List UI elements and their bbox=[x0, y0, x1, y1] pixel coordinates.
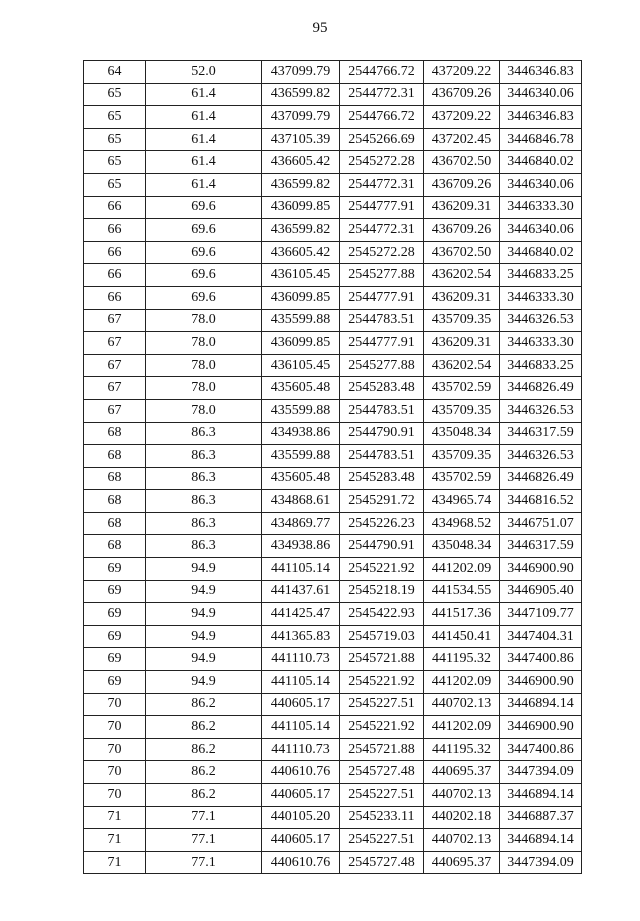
y1-cell: 2544772.31 bbox=[340, 83, 424, 106]
y2-cell: 3446826.49 bbox=[500, 467, 582, 490]
id-cell: 70 bbox=[84, 761, 146, 784]
value-cell: 94.9 bbox=[146, 603, 262, 626]
value-cell: 61.4 bbox=[146, 106, 262, 129]
id-cell: 71 bbox=[84, 851, 146, 874]
x2-cell: 435702.59 bbox=[424, 467, 500, 490]
table-row bbox=[84, 128, 582, 151]
x1-cell: 441110.73 bbox=[262, 648, 340, 671]
id-cell: 65 bbox=[84, 128, 146, 151]
y2-cell: 3446326.53 bbox=[500, 399, 582, 422]
y1-cell: 2545277.88 bbox=[340, 264, 424, 287]
id-cell: 68 bbox=[84, 535, 146, 558]
value-cell: 86.3 bbox=[146, 490, 262, 513]
coordinates-table-container bbox=[83, 60, 582, 874]
id-cell: 69 bbox=[84, 648, 146, 671]
x1-cell: 436605.42 bbox=[262, 241, 340, 264]
y2-cell: 3446346.83 bbox=[500, 106, 582, 129]
y1-cell: 2545283.48 bbox=[340, 377, 424, 400]
value-cell: 77.1 bbox=[146, 851, 262, 874]
table-row bbox=[84, 671, 582, 694]
y1-cell: 2544766.72 bbox=[340, 61, 424, 84]
id-cell: 65 bbox=[84, 151, 146, 174]
value-cell: 78.0 bbox=[146, 354, 262, 377]
y2-cell: 3446894.14 bbox=[500, 784, 582, 807]
y2-cell: 3446333.30 bbox=[500, 332, 582, 355]
x1-cell: 436099.85 bbox=[262, 286, 340, 309]
id-cell: 65 bbox=[84, 83, 146, 106]
id-cell: 69 bbox=[84, 558, 146, 581]
value-cell: 94.9 bbox=[146, 671, 262, 694]
table-row bbox=[84, 196, 582, 219]
y2-cell: 3446846.78 bbox=[500, 128, 582, 151]
table-row bbox=[84, 490, 582, 513]
y1-cell: 2544783.51 bbox=[340, 445, 424, 468]
y1-cell: 2545727.48 bbox=[340, 761, 424, 784]
y2-cell: 3446826.49 bbox=[500, 377, 582, 400]
y2-cell: 3446887.37 bbox=[500, 806, 582, 829]
value-cell: 78.0 bbox=[146, 309, 262, 332]
value-cell: 69.6 bbox=[146, 219, 262, 242]
y2-cell: 3447394.09 bbox=[500, 851, 582, 874]
x1-cell: 436605.42 bbox=[262, 151, 340, 174]
y2-cell: 3446333.30 bbox=[500, 286, 582, 309]
y2-cell: 3447404.31 bbox=[500, 625, 582, 648]
table-row bbox=[84, 738, 582, 761]
id-cell: 71 bbox=[84, 806, 146, 829]
table-row bbox=[84, 512, 582, 535]
x2-cell: 437202.45 bbox=[424, 128, 500, 151]
value-cell: 69.6 bbox=[146, 286, 262, 309]
x2-cell: 441450.41 bbox=[424, 625, 500, 648]
table-row bbox=[84, 422, 582, 445]
id-cell: 67 bbox=[84, 332, 146, 355]
y1-cell: 2544783.51 bbox=[340, 399, 424, 422]
value-cell: 86.2 bbox=[146, 716, 262, 739]
x2-cell: 435709.35 bbox=[424, 399, 500, 422]
x1-cell: 434938.86 bbox=[262, 535, 340, 558]
y1-cell: 2544772.31 bbox=[340, 219, 424, 242]
y1-cell: 2545218.19 bbox=[340, 580, 424, 603]
x1-cell: 437105.39 bbox=[262, 128, 340, 151]
x2-cell: 436702.50 bbox=[424, 241, 500, 264]
y1-cell: 2545283.48 bbox=[340, 467, 424, 490]
table-row bbox=[84, 61, 582, 84]
x2-cell: 441534.55 bbox=[424, 580, 500, 603]
x2-cell: 440202.18 bbox=[424, 806, 500, 829]
y1-cell: 2545721.88 bbox=[340, 738, 424, 761]
x1-cell: 441437.61 bbox=[262, 580, 340, 603]
y1-cell: 2545227.51 bbox=[340, 784, 424, 807]
id-cell: 71 bbox=[84, 829, 146, 852]
x2-cell: 436709.26 bbox=[424, 83, 500, 106]
y1-cell: 2545227.51 bbox=[340, 829, 424, 852]
id-cell: 70 bbox=[84, 784, 146, 807]
x2-cell: 436702.50 bbox=[424, 151, 500, 174]
table-row bbox=[84, 354, 582, 377]
y2-cell: 3446900.90 bbox=[500, 716, 582, 739]
y1-cell: 2545272.28 bbox=[340, 241, 424, 264]
x1-cell: 441105.14 bbox=[262, 671, 340, 694]
x2-cell: 435048.34 bbox=[424, 535, 500, 558]
x1-cell: 436599.82 bbox=[262, 83, 340, 106]
table-row bbox=[84, 761, 582, 784]
id-cell: 66 bbox=[84, 219, 146, 242]
x2-cell: 436209.31 bbox=[424, 332, 500, 355]
value-cell: 86.2 bbox=[146, 738, 262, 761]
x2-cell: 440702.13 bbox=[424, 693, 500, 716]
x2-cell: 436209.31 bbox=[424, 196, 500, 219]
table-row bbox=[84, 784, 582, 807]
table-row bbox=[84, 806, 582, 829]
table-row bbox=[84, 241, 582, 264]
table-row bbox=[84, 264, 582, 287]
x2-cell: 441202.09 bbox=[424, 716, 500, 739]
table-row bbox=[84, 558, 582, 581]
x1-cell: 437099.79 bbox=[262, 106, 340, 129]
y1-cell: 2544790.91 bbox=[340, 535, 424, 558]
y2-cell: 3446840.02 bbox=[500, 151, 582, 174]
x1-cell: 440610.76 bbox=[262, 761, 340, 784]
y1-cell: 2545291.72 bbox=[340, 490, 424, 513]
y1-cell: 2544766.72 bbox=[340, 106, 424, 129]
x1-cell: 434938.86 bbox=[262, 422, 340, 445]
y1-cell: 2545272.28 bbox=[340, 151, 424, 174]
y1-cell: 2544772.31 bbox=[340, 173, 424, 196]
x2-cell: 440702.13 bbox=[424, 784, 500, 807]
table-row bbox=[84, 219, 582, 242]
value-cell: 61.4 bbox=[146, 83, 262, 106]
y2-cell: 3446900.90 bbox=[500, 558, 582, 581]
y1-cell: 2545727.48 bbox=[340, 851, 424, 874]
x2-cell: 436709.26 bbox=[424, 173, 500, 196]
table-row bbox=[84, 151, 582, 174]
table-row bbox=[84, 309, 582, 332]
table-row bbox=[84, 332, 582, 355]
x2-cell: 441202.09 bbox=[424, 558, 500, 581]
table-row bbox=[84, 83, 582, 106]
y1-cell: 2544777.91 bbox=[340, 286, 424, 309]
x1-cell: 434868.61 bbox=[262, 490, 340, 513]
id-cell: 64 bbox=[84, 61, 146, 84]
y2-cell: 3446317.59 bbox=[500, 535, 582, 558]
value-cell: 69.6 bbox=[146, 264, 262, 287]
x1-cell: 441110.73 bbox=[262, 738, 340, 761]
x2-cell: 441195.32 bbox=[424, 738, 500, 761]
x1-cell: 435599.88 bbox=[262, 399, 340, 422]
table-row bbox=[84, 716, 582, 739]
x2-cell: 437209.22 bbox=[424, 106, 500, 129]
y2-cell: 3447400.86 bbox=[500, 738, 582, 761]
id-cell: 66 bbox=[84, 196, 146, 219]
table-body bbox=[84, 61, 582, 874]
x1-cell: 436599.82 bbox=[262, 219, 340, 242]
x1-cell: 440605.17 bbox=[262, 829, 340, 852]
x2-cell: 440695.37 bbox=[424, 851, 500, 874]
y2-cell: 3446346.83 bbox=[500, 61, 582, 84]
table-row bbox=[84, 467, 582, 490]
y2-cell: 3447400.86 bbox=[500, 648, 582, 671]
id-cell: 70 bbox=[84, 716, 146, 739]
y1-cell: 2545221.92 bbox=[340, 716, 424, 739]
y1-cell: 2545721.88 bbox=[340, 648, 424, 671]
y2-cell: 3446751.07 bbox=[500, 512, 582, 535]
x1-cell: 435605.48 bbox=[262, 377, 340, 400]
y2-cell: 3446816.52 bbox=[500, 490, 582, 513]
y1-cell: 2545277.88 bbox=[340, 354, 424, 377]
y2-cell: 3446833.25 bbox=[500, 354, 582, 377]
y1-cell: 2545719.03 bbox=[340, 625, 424, 648]
y1-cell: 2545227.51 bbox=[340, 693, 424, 716]
table-row bbox=[84, 851, 582, 874]
x1-cell: 436105.45 bbox=[262, 354, 340, 377]
x2-cell: 435709.35 bbox=[424, 309, 500, 332]
id-cell: 68 bbox=[84, 512, 146, 535]
id-cell: 68 bbox=[84, 490, 146, 513]
y1-cell: 2544790.91 bbox=[340, 422, 424, 445]
y2-cell: 3446317.59 bbox=[500, 422, 582, 445]
x2-cell: 440702.13 bbox=[424, 829, 500, 852]
table-row bbox=[84, 535, 582, 558]
value-cell: 86.3 bbox=[146, 422, 262, 445]
x2-cell: 436202.54 bbox=[424, 354, 500, 377]
y1-cell: 2544777.91 bbox=[340, 196, 424, 219]
x1-cell: 440605.17 bbox=[262, 693, 340, 716]
y1-cell: 2545233.11 bbox=[340, 806, 424, 829]
x1-cell: 436099.85 bbox=[262, 332, 340, 355]
x2-cell: 441517.36 bbox=[424, 603, 500, 626]
value-cell: 94.9 bbox=[146, 648, 262, 671]
x1-cell: 434869.77 bbox=[262, 512, 340, 535]
id-cell: 66 bbox=[84, 264, 146, 287]
y1-cell: 2544783.51 bbox=[340, 309, 424, 332]
x2-cell: 436202.54 bbox=[424, 264, 500, 287]
y2-cell: 3446326.53 bbox=[500, 445, 582, 468]
table-row bbox=[84, 648, 582, 671]
value-cell: 69.6 bbox=[146, 196, 262, 219]
x2-cell: 436709.26 bbox=[424, 219, 500, 242]
value-cell: 78.0 bbox=[146, 332, 262, 355]
id-cell: 69 bbox=[84, 580, 146, 603]
y2-cell: 3446894.14 bbox=[500, 693, 582, 716]
y2-cell: 3446340.06 bbox=[500, 219, 582, 242]
table-row bbox=[84, 173, 582, 196]
table-row bbox=[84, 829, 582, 852]
id-cell: 68 bbox=[84, 445, 146, 468]
value-cell: 78.0 bbox=[146, 377, 262, 400]
value-cell: 78.0 bbox=[146, 399, 262, 422]
x2-cell: 437209.22 bbox=[424, 61, 500, 84]
x2-cell: 434968.52 bbox=[424, 512, 500, 535]
value-cell: 86.2 bbox=[146, 784, 262, 807]
id-cell: 67 bbox=[84, 309, 146, 332]
y2-cell: 3446905.40 bbox=[500, 580, 582, 603]
page-number: 95 bbox=[312, 20, 328, 36]
x1-cell: 440610.76 bbox=[262, 851, 340, 874]
x2-cell: 434965.74 bbox=[424, 490, 500, 513]
value-cell: 61.4 bbox=[146, 151, 262, 174]
table-row bbox=[84, 693, 582, 716]
x1-cell: 435605.48 bbox=[262, 467, 340, 490]
y2-cell: 3446833.25 bbox=[500, 264, 582, 287]
table-row bbox=[84, 603, 582, 626]
x2-cell: 435709.35 bbox=[424, 445, 500, 468]
y2-cell: 3447109.77 bbox=[500, 603, 582, 626]
y2-cell: 3446894.14 bbox=[500, 829, 582, 852]
table-row bbox=[84, 399, 582, 422]
y1-cell: 2545226.23 bbox=[340, 512, 424, 535]
x1-cell: 436099.85 bbox=[262, 196, 340, 219]
id-cell: 65 bbox=[84, 106, 146, 129]
y1-cell: 2545221.92 bbox=[340, 671, 424, 694]
value-cell: 77.1 bbox=[146, 806, 262, 829]
x1-cell: 441365.83 bbox=[262, 625, 340, 648]
y2-cell: 3446340.06 bbox=[500, 173, 582, 196]
y1-cell: 2545266.69 bbox=[340, 128, 424, 151]
x1-cell: 436599.82 bbox=[262, 173, 340, 196]
x1-cell: 441105.14 bbox=[262, 716, 340, 739]
x2-cell: 440695.37 bbox=[424, 761, 500, 784]
value-cell: 86.3 bbox=[146, 467, 262, 490]
y1-cell: 2545422.93 bbox=[340, 603, 424, 626]
value-cell: 94.9 bbox=[146, 625, 262, 648]
id-cell: 66 bbox=[84, 286, 146, 309]
table-row bbox=[84, 625, 582, 648]
y2-cell: 3447394.09 bbox=[500, 761, 582, 784]
value-cell: 61.4 bbox=[146, 173, 262, 196]
table-row bbox=[84, 106, 582, 129]
coordinates-table bbox=[83, 60, 582, 874]
table-row bbox=[84, 377, 582, 400]
y1-cell: 2545221.92 bbox=[340, 558, 424, 581]
id-cell: 68 bbox=[84, 422, 146, 445]
value-cell: 77.1 bbox=[146, 829, 262, 852]
id-cell: 68 bbox=[84, 467, 146, 490]
value-cell: 61.4 bbox=[146, 128, 262, 151]
value-cell: 86.2 bbox=[146, 693, 262, 716]
y2-cell: 3446840.02 bbox=[500, 241, 582, 264]
value-cell: 69.6 bbox=[146, 241, 262, 264]
table-row bbox=[84, 445, 582, 468]
y1-cell: 2544777.91 bbox=[340, 332, 424, 355]
id-cell: 65 bbox=[84, 173, 146, 196]
y2-cell: 3446340.06 bbox=[500, 83, 582, 106]
id-cell: 69 bbox=[84, 625, 146, 648]
id-cell: 70 bbox=[84, 738, 146, 761]
y2-cell: 3446326.53 bbox=[500, 309, 582, 332]
value-cell: 86.3 bbox=[146, 512, 262, 535]
id-cell: 69 bbox=[84, 603, 146, 626]
x2-cell: 441195.32 bbox=[424, 648, 500, 671]
x1-cell: 441425.47 bbox=[262, 603, 340, 626]
value-cell: 52.0 bbox=[146, 61, 262, 84]
value-cell: 94.9 bbox=[146, 580, 262, 603]
x1-cell: 440105.20 bbox=[262, 806, 340, 829]
id-cell: 66 bbox=[84, 241, 146, 264]
value-cell: 86.3 bbox=[146, 535, 262, 558]
x1-cell: 437099.79 bbox=[262, 61, 340, 84]
x2-cell: 441202.09 bbox=[424, 671, 500, 694]
x1-cell: 435599.88 bbox=[262, 309, 340, 332]
y2-cell: 3446333.30 bbox=[500, 196, 582, 219]
id-cell: 67 bbox=[84, 354, 146, 377]
x1-cell: 436105.45 bbox=[262, 264, 340, 287]
x1-cell: 435599.88 bbox=[262, 445, 340, 468]
x1-cell: 441105.14 bbox=[262, 558, 340, 581]
value-cell: 86.3 bbox=[146, 445, 262, 468]
table-row bbox=[84, 580, 582, 603]
id-cell: 67 bbox=[84, 399, 146, 422]
x2-cell: 435702.59 bbox=[424, 377, 500, 400]
x2-cell: 435048.34 bbox=[424, 422, 500, 445]
value-cell: 94.9 bbox=[146, 558, 262, 581]
id-cell: 69 bbox=[84, 671, 146, 694]
id-cell: 70 bbox=[84, 693, 146, 716]
x1-cell: 440605.17 bbox=[262, 784, 340, 807]
table-row bbox=[84, 286, 582, 309]
x2-cell: 436209.31 bbox=[424, 286, 500, 309]
y2-cell: 3446900.90 bbox=[500, 671, 582, 694]
value-cell: 86.2 bbox=[146, 761, 262, 784]
id-cell: 67 bbox=[84, 377, 146, 400]
